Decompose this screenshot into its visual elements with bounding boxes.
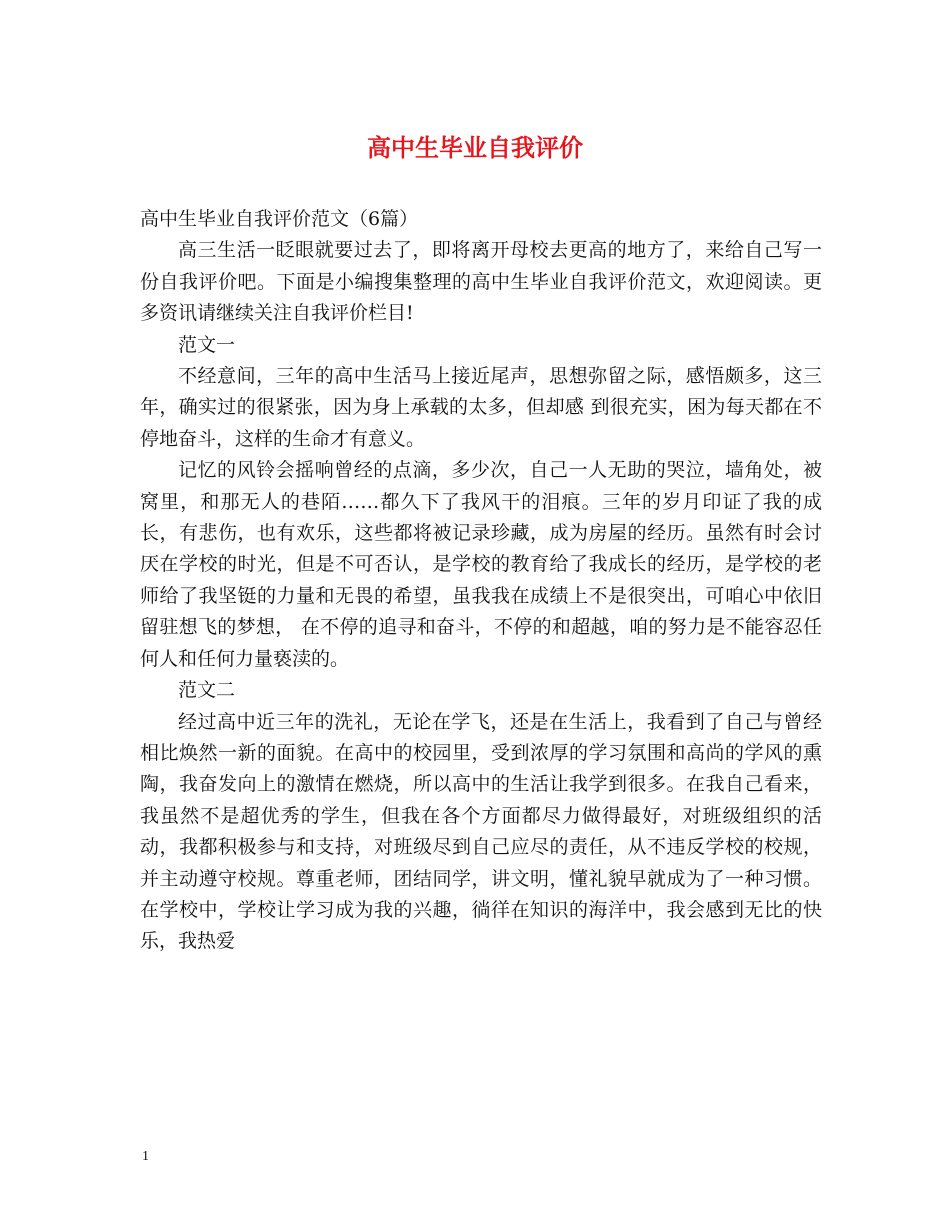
document-body: [140, 204, 822, 958]
document-subtitle: 高中生毕业自我评价范文（6篇）: [140, 208, 419, 230]
document-title: 高中生毕业自我评价: [367, 133, 583, 162]
section-heading-sample-two: 范文二: [178, 679, 236, 702]
intro-paragraph: 高三生活一眨眼就要过去了，即将离开母校去更高的地方了，来给自己写一份自我评价吧。下面是小编搜集整理的高中生毕业自我评价范文，欢迎阅读。更多资讯请继续关注自我评价栏目!: [140, 239, 822, 325]
section-heading-sample-one: 范文一: [178, 333, 236, 356]
body-paragraph: 经过高中近三年的洗礼，无论在学飞，还是在生活上，我看到了自己与曾经相比焕然一新的面貌。在高中的校园里，受到浓厚的学习氛围和高尚的学风的熏陶，我奋发向上的激情在燃烧，所以高中的生活让我学到很多。在我自己看来，我虽然不是超优秀的学生，但我在各个方面都尽力做得最好，对班级组织的活动，我都积极参与和支持，对班级尽到自己应尽的责任，从不违反学校的校规，并主动遵守校规。尊重老师，团结同学，讲文明，懂礼貌早就成为了一种习惯。在学校中，学校让学习成为我的兴趣，徜徉在知识的海洋中，我会感到无比的快乐，我热爱: [140, 710, 822, 953]
page-number: 1: [142, 1149, 149, 1164]
body-paragraph: 记忆的风铃会摇响曾经的点滴，多少次，自己一人无助的哭泣，墙角处，被窝里，和那无人的巷陌……都久下了我风干的泪痕。三年的岁月印证了我的成长，有悲伤，也有欢乐，这些都将被记录珍藏，成为房屋的经历。虽然有时会讨厌在学校的时光，但是不可否认，是学校的教育给了我成长的经历，是学校的老师给了我坚铤的力量和无畏的希望，虽我我在成绩上不是很突出，可咱心中依旧留驻想飞的梦想， 在不停的追寻和奋斗，不停的和超越，咱的努力是不能容忍任何人和任何力量亵渎的。: [140, 459, 822, 670]
body-paragraph: 不经意间，三年的高中生活马上接近尾声，思想弥留之际，感悟颇多，这三年，确实过的很紧张，因为身上承载的太多，但却感 到很充实，困为每天都在不停地奋斗，这样的生命才有意义。: [140, 365, 822, 450]
